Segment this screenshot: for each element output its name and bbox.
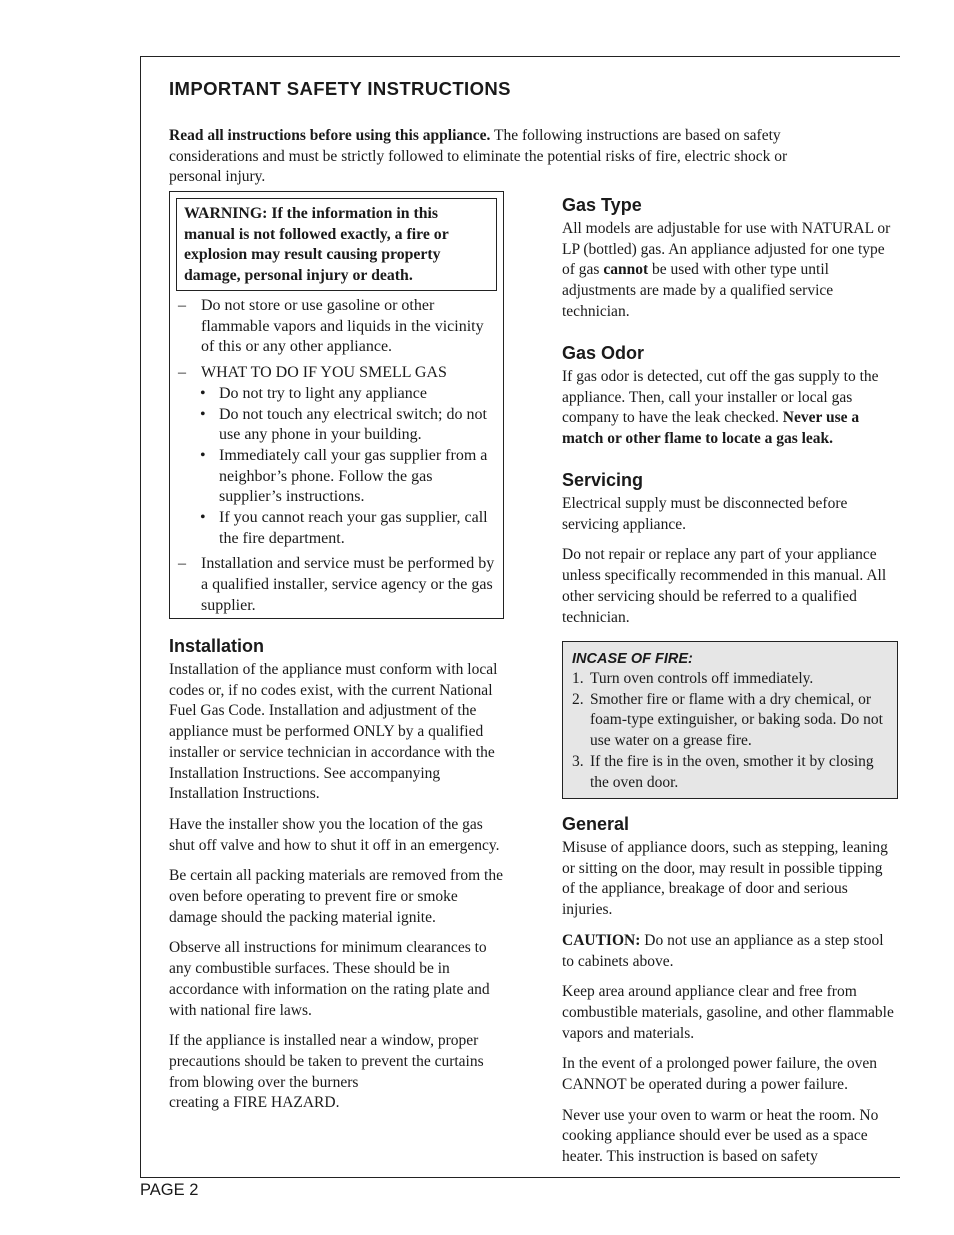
general-heading: General bbox=[562, 814, 630, 834]
warning-list bbox=[176, 296, 496, 622]
fire-step bbox=[572, 669, 888, 690]
fire-step-number: 2. bbox=[572, 690, 584, 708]
installation-paragraph: If the appliance is installed near a window, proper precautions should be taken to prevent the curtains from blowing over the burners bbox=[169, 1032, 484, 1091]
general-paragraph: Misuse of appliance doors, such as stepping, leaning or sitting on the door, may result in possible tipping of the appliance, breakage of door and serious injuries. bbox=[562, 839, 888, 919]
dash-marker: – bbox=[178, 555, 186, 573]
intro-bold: Read all instructions before using this appliance. bbox=[169, 127, 491, 144]
installation-paragraph: Observe all instructions for minimum clearances to any combustible surfaces. These should be in accordance with information on the rating plate and with national fire laws. bbox=[169, 939, 490, 1019]
page-frame-bottom-rule bbox=[140, 1177, 900, 1178]
servicing-paragraph: Do not repair or replace any part of your appliance unless specifically recommended in this manual. All other servicing should be referred to a qualified technician. bbox=[562, 546, 887, 626]
caution-paragraph bbox=[562, 931, 898, 972]
installation-paragraph: Installation of the appliance must conform with local codes or, if no codes exist, with the current National Fuel Gas Code. Installation and adjustment of the appliance must be performed ONLY by a qualified installer or service technician in accordance with the Installation Instructions. See accompanying Installation Instructions. bbox=[169, 661, 498, 803]
gas-type-bold: cannot bbox=[603, 261, 649, 279]
fire-step-text: Smother fire or flame with a dry chemical, or foam-type extinguisher, or baking soda. Do not use water on a grease fire. bbox=[590, 690, 883, 750]
general-paragraph: Never use your oven to warm or heat the room. No cooking appliance should ever be used as a space heater. This instruction is based on safety bbox=[562, 1106, 879, 1166]
dash-marker: – bbox=[178, 364, 186, 382]
general-paragraph: Keep area around appliance clear and free from combustible materials, gasoline, and other flammable vapors and materials. bbox=[562, 983, 894, 1042]
installation-heading: Installation bbox=[169, 636, 265, 656]
bullet-item: • If you cannot reach your gas supplier, call the fire department. bbox=[200, 508, 496, 549]
fire-step-text: Turn oven controls off immediately. bbox=[590, 670, 814, 687]
fire-step bbox=[572, 752, 888, 793]
warning-item bbox=[176, 554, 496, 616]
fire-step-number: 3. bbox=[572, 752, 584, 770]
gas-odor-section bbox=[562, 342, 898, 450]
fire-steps bbox=[572, 669, 888, 793]
smell-gas-heading: WHAT TO DO IF YOU SMELL GAS bbox=[201, 364, 447, 382]
gas-odor-text: If gas odor is detected, cut off the gas supply to the appliance. Then, call your installer or local gas company to have the leak checked. bbox=[562, 368, 879, 427]
bullet-item: • Do not touch any electrical switch; do not use any phone in your building. bbox=[200, 405, 496, 446]
fire-step-text: If the fire is in the oven, smother it by closing the oven door. bbox=[590, 752, 874, 791]
gas-odor-heading: Gas Odor bbox=[562, 343, 645, 363]
installation-section bbox=[169, 635, 505, 1114]
general-paragraph: In the event of a prolonged power failure, the oven CANNOT be operated during a power failure. bbox=[562, 1055, 878, 1094]
servicing-section bbox=[562, 469, 898, 628]
gas-type-text: All models are adjustable for use with NATURAL or LP (bottled) gas. An appliance adjusted for one type of gas bbox=[562, 220, 891, 279]
installation-paragraph: Have the installer show you the location of the gas shut off valve and how to shut it off in an emergency. bbox=[169, 815, 500, 854]
warning-box: WARNING: If the information in this manual is not followed exactly, a fire or explosion may result causing property damage, personal injury or death. bbox=[176, 198, 497, 291]
page-title: IMPORTANT SAFETY INSTRUCTIONS bbox=[169, 78, 511, 99]
gas-odor-paragraph bbox=[562, 367, 898, 450]
warning-item-text: Do not store or use gasoline or other flammable vapors and liquids in the vicinity of this or any other appliance. bbox=[201, 297, 484, 356]
bullet-item: • Do not try to light any appliance bbox=[200, 384, 496, 405]
caution-text: Do not use an appliance as a step stool to cabinets above. bbox=[562, 931, 884, 970]
caution-label: CAUTION: bbox=[562, 931, 641, 949]
servicing-heading: Servicing bbox=[562, 470, 644, 490]
page-frame-top-rule bbox=[140, 56, 900, 57]
smell-gas-bullets bbox=[176, 384, 496, 550]
gas-odor-bold: Never use a match or other flame to locate a gas leak. bbox=[562, 409, 860, 448]
gas-type-paragraph bbox=[562, 219, 898, 323]
fire-step-number: 1. bbox=[572, 670, 584, 687]
fire-heading: INCASE OF FIRE: bbox=[572, 651, 693, 667]
installation-paragraph: Be certain all packing materials are removed from the oven before operating to prevent fire or smoke damage should the packing material ignite. bbox=[169, 867, 503, 926]
servicing-paragraph: Electrical supply must be disconnected before servicing appliance. bbox=[562, 495, 848, 533]
warning-item bbox=[176, 363, 496, 384]
intro-paragraph bbox=[169, 126, 809, 188]
dash-marker: – bbox=[178, 297, 186, 314]
warning-item bbox=[176, 296, 496, 358]
page-frame-left-rule bbox=[140, 56, 141, 1178]
page-number: PAGE 2 bbox=[140, 1181, 199, 1199]
intro-text: The following instructions are based on safety considerations and must be strictly followed to eliminate the potential risks of fire, electric shock or personal injury. bbox=[169, 127, 788, 186]
gas-type-section bbox=[562, 194, 898, 323]
incase-of-fire-box bbox=[562, 641, 898, 799]
general-section bbox=[562, 813, 898, 1168]
installation-paragraph-end: creating a FIRE HAZARD. bbox=[169, 1094, 340, 1112]
bullet-item: • Immediately call your gas supplier from a neighbor’s phone. Follow the gas supplier’s instructions. bbox=[200, 446, 496, 508]
warning-item-text: Installation and service must be performed by a qualified installer, service agency or the gas supplier. bbox=[201, 555, 495, 614]
gas-type-text: be used with other type until adjustments are made by a qualified service technician. bbox=[562, 261, 834, 320]
fire-step bbox=[572, 690, 888, 752]
gas-type-heading: Gas Type bbox=[562, 195, 642, 215]
